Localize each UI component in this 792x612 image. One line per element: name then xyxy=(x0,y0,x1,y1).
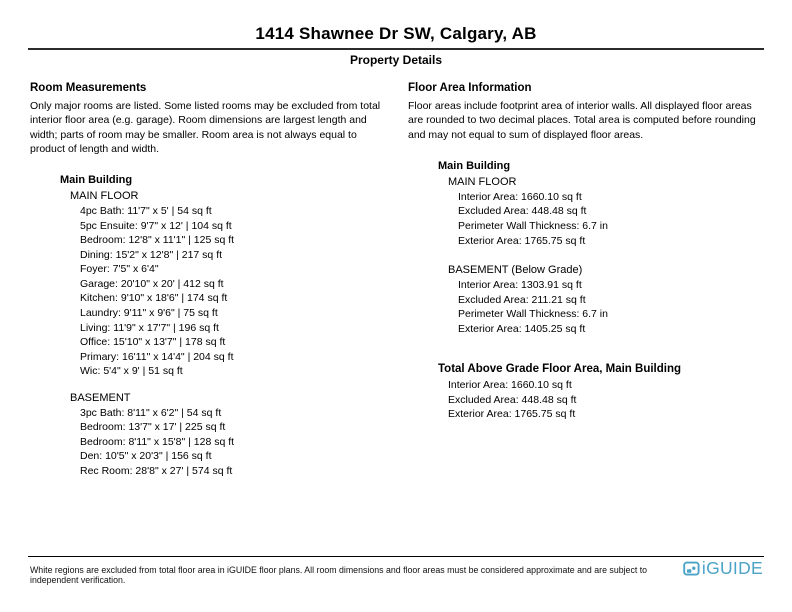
page-title: 1414 Shawnee Dr SW, Calgary, AB xyxy=(255,24,537,43)
room-item: Dining: 15'2" x 12'8" | 217 sq ft xyxy=(80,248,223,261)
room-item: Den: 10'5" x 20'3" | 156 sq ft xyxy=(80,450,212,463)
floor-area-description: Floor areas include footprint area of interior walls. All displayed floor areas are rounded to two decimal places. Total area is computed before rounding and may not equal to sum of displayed floor areas. xyxy=(408,100,756,141)
room-measurements-heading: Room Measurements xyxy=(30,82,147,94)
room-item: Bedroom: 12'8" x 11'1" | 125 sq ft xyxy=(80,234,235,247)
area-stat: Exterior Area: 1405.25 sq ft xyxy=(458,322,586,335)
area-block-main-floor xyxy=(408,176,766,248)
floor-area-heading: Floor Area Information xyxy=(408,82,532,94)
room-item: 5pc Ensuite: 9'7" x 12' | 104 sq ft xyxy=(80,219,232,232)
room-item: Wic: 5'4" x 9' | 51 sq ft xyxy=(80,365,183,378)
building-name: Main Building xyxy=(60,174,133,187)
room-item: Garage: 20'10" x 20' | 412 sq ft xyxy=(80,277,224,290)
building-name: Main Building xyxy=(438,159,511,172)
room-measurements-description: Only major rooms are listed. Some listed rooms may be excluded from total interior floor area (e.g. garage). Room dimensions are largest length and width; parts of room may be smaller. Room area is not always equal to product of length and width. xyxy=(30,100,381,155)
area-stat: Perimeter Wall Thickness: 6.7 in xyxy=(458,308,608,321)
floor-block-main-floor xyxy=(30,190,388,379)
room-item: Foyer: 7'5" x 6'4" xyxy=(80,263,159,276)
total-above-grade-heading: Total Above Grade Floor Area, Main Building xyxy=(438,363,682,376)
room-item: Living: 11'9" x 17'7" | 196 sq ft xyxy=(80,321,219,334)
room-item: Kitchen: 9'10" x 18'6" | 174 sq ft xyxy=(80,292,228,305)
area-stat: Interior Area: 1660.10 sq ft xyxy=(448,379,572,392)
total-above-grade-block xyxy=(408,363,766,422)
area-stat: Interior Area: 1303.91 sq ft xyxy=(458,279,582,292)
area-stat: Exterior Area: 1765.75 sq ft xyxy=(448,408,576,421)
area-stat: Excluded Area: 448.48 sq ft xyxy=(458,205,587,218)
room-item: Primary: 16'11" x 14'4" | 204 sq ft xyxy=(80,350,234,363)
floor-name: BASEMENT (Below Grade) xyxy=(448,264,583,277)
room-item: 4pc Bath: 11'7" x 5' | 54 sq ft xyxy=(80,205,212,218)
floor-name: MAIN FLOOR xyxy=(448,175,517,188)
header-divider xyxy=(28,48,764,50)
room-item: Office: 15'10" x 13'7" | 178 sq ft xyxy=(80,336,226,349)
iguide-camera-icon xyxy=(683,561,700,576)
room-item: Bedroom: 8'11" x 15'8" | 128 sq ft xyxy=(80,435,235,448)
room-item: Bedroom: 13'7" x 17' | 225 sq ft xyxy=(80,421,226,434)
page-subtitle: Property Details xyxy=(349,53,443,67)
floor-name: MAIN FLOOR xyxy=(70,190,139,203)
area-block-basement xyxy=(408,264,766,336)
area-stat: Interior Area: 1660.10 sq ft xyxy=(458,190,582,203)
footer-divider xyxy=(28,556,764,557)
footer-disclaimer: White regions are excluded from total floor area in iGUIDE floor plans. All room dimensions and floor areas must be considered approximate and are subject to independent verification. xyxy=(30,565,648,585)
room-item: Laundry: 9'11" x 9'6" | 75 sq ft xyxy=(80,307,218,320)
floor-area-information-section xyxy=(408,82,766,422)
area-stat: Exterior Area: 1765.75 sq ft xyxy=(458,234,586,247)
iguide-logo-text: iGUIDE xyxy=(701,558,763,578)
room-measurements-section xyxy=(30,82,388,478)
iguide-logo xyxy=(683,560,763,577)
room-item: Rec Room: 28'8" x 27' | 574 sq ft xyxy=(80,464,233,477)
area-stat: Excluded Area: 448.48 sq ft xyxy=(448,393,577,406)
floor-block-basement xyxy=(30,392,388,479)
room-item: 3pc Bath: 8'11" x 6'2" | 54 sq ft xyxy=(80,406,222,419)
area-stat: Excluded Area: 211.21 sq ft xyxy=(458,293,586,306)
area-stat: Perimeter Wall Thickness: 6.7 in xyxy=(458,219,608,232)
floor-name: BASEMENT xyxy=(70,391,131,404)
